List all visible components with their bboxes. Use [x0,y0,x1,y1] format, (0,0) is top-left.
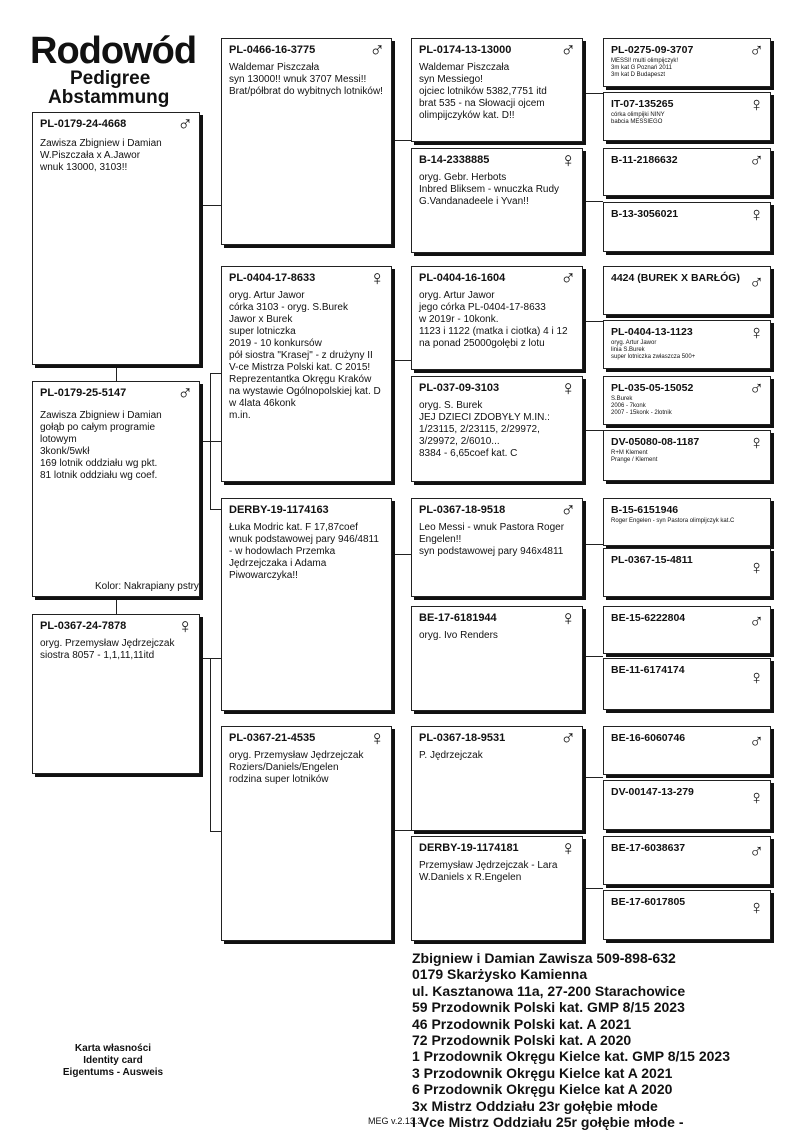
ring-number: IT-07-135265 [611,98,674,110]
connector [210,373,221,374]
identity-card-label [38,1043,188,1079]
ring-number: PL-037-09-3103 [419,382,500,394]
connector [392,140,411,141]
male-icon: ♂ [177,113,193,136]
owner-line: 3x Mistrz Oddziału 23r gołębie młode [412,1097,658,1114]
owner-line: Zbigniew i Damian Zawisza 509-898-632 [412,950,676,966]
ring-number: PL-0275-09-3707 [611,44,694,56]
connector [583,430,603,431]
female-icon: ♀ [749,787,764,809]
bird-description: Waldemar Piszczała syn Messiego! ojciec lotników 5382,7751 itd brat 535 - na Słowacji ojcem olimpijczyków kat. D!! [419,62,547,121]
bird-h7[interactable] [411,726,583,831]
female-icon: ♀ [749,557,764,579]
bird-i8[interactable] [603,430,771,481]
connector [583,321,603,322]
bird-description: Zawisza Zbigniew i Damian W.Piszczała x A.Jawor wnuk 13000, 3103!! [40,138,162,173]
bird-i5[interactable] [603,266,771,315]
bird-description: oryg. Artur Jawor córka 3103 - oryg. S.Burek Jawor x Burek super lotniczka 2019 - 10 konkursów pół siostra "Krasej" - z drużyny II V-ce Mistrza Polski kat. C 2015! Reprezentantka Okręgu Kraków na wystawie Ogólnopolskiej kat. D w 4lata 46konk m.in. [229,290,381,421]
owner-line: I Vce Mistrz Oddziału 25r gołębie młode - [412,1114,684,1131]
male-icon: ♂ [749,272,764,294]
bird-i13[interactable] [603,726,771,775]
connector [583,201,603,202]
bird-description: Leo Messi - wnuk Pastora Roger Engelen!! syn podstawowej pary 946x4811 [419,522,565,557]
ring-number: PL-0179-25-5147 [40,387,127,399]
connector [200,205,221,206]
ring-number: PL-0367-15-4811 [611,554,693,566]
owner-line: 46 Przodownik Polski kat. A 2021 [412,1015,632,1032]
male-icon: ♂ [177,382,193,405]
female-icon: ♀ [560,149,576,172]
ring-number: PL-035-05-15052 [611,382,694,394]
bird-h8[interactable] [411,836,583,941]
bird-description: córka olimpijki NINY babcia MESSIEGO [611,112,665,125]
bird-subject[interactable] [32,112,200,365]
bird-description: oryg. Artur Jawor linia S.Burek super lotniczka zwłaszcza 500+ [611,340,696,360]
identity-card-line: Karta własności [74,1043,152,1054]
male-icon: ♂ [560,39,576,62]
bird-i1[interactable] [603,38,771,87]
connector [583,93,603,94]
connector [210,509,221,510]
ring-number: BE-15-6222804 [611,612,686,624]
bird-description: oryg. Gebr. Herbots Inbred Bliksem - wnuczka Rudy G.Vandanadeele i Yvan!! [419,172,560,207]
male-icon: ♂ [749,150,764,172]
title-rodowod: Rodowód [30,30,197,72]
bird-dam[interactable] [32,614,200,774]
connector [583,544,603,545]
bird-description: P. Jędrzejczak [419,750,483,761]
bird-description: oryg. S. Burek JEJ DZIECI ZDOBYŁY M.IN.: 1/23115, 2/23115, 2/29972, 3/29972, 2/6010... 8384 - 6,65coef kat. C [419,400,550,459]
connector [583,656,603,657]
ring-number: PL-0367-24-7878 [40,620,127,632]
title-abstammung: Abstammung [48,87,170,108]
bird-h5[interactable] [411,498,583,597]
bird-h3[interactable] [411,266,583,370]
ring-number: DV-05080-08-1187 [611,436,700,448]
connector [392,360,411,361]
bird-description: S.Burek 2006 - 7konk 2007 - 15konk - 2lotnik [611,396,672,416]
bird-i9[interactable] [603,498,771,546]
ring-number: BE-17-6017805 [611,896,686,908]
male-icon: ♂ [560,267,576,290]
connector [116,597,117,614]
female-icon: ♀ [560,607,576,630]
female-icon: ♀ [560,837,576,860]
identity-card-line: Eigentums - Ausweis [62,1067,164,1078]
bird-g4[interactable] [221,726,392,941]
bird-description: Zawisza Zbigniew i Damian gołąb po całym programie lotowym 3konk/5wkł 169 lotnik oddziału wg pkt. 81 lotnik oddziału wg coef. [40,410,162,481]
owner-line: 0179 Skarżysko Kamienna [412,966,588,983]
bird-description: Roger Engelen - syn Pastora olimpijczyk kat.C [611,518,735,524]
ring-number: DERBY-19-1174181 [419,842,519,854]
ring-number: B-15-6151946 [611,504,679,516]
female-icon: ♀ [560,377,576,400]
connector [210,373,211,509]
female-icon: ♀ [749,204,764,226]
bird-i7[interactable] [603,376,771,425]
bird-i6[interactable] [603,320,771,369]
owner-line: ul. Kasztanowa 11a, 27-200 Starachowice [412,982,686,999]
female-icon: ♀ [749,432,764,454]
bird-description: oryg. Artur Jawor jego córka PL-0404-17-8633 w 2019r - 10konk. 1123 i 1122 (matka i ciotka) 4 i 12 na ponad 25000gołębi z lotu [419,290,568,349]
bird-g1[interactable] [221,38,392,245]
male-icon: ♂ [560,727,576,750]
version-label: MEG v.2.13.3 [368,1116,423,1126]
connector [116,365,117,381]
female-icon: ♀ [369,267,385,290]
ring-number: BE-17-6181944 [419,612,497,624]
bird-description: MESSI! multi olimpijczyk! 3m kat G Poznań 2011 3m kat D Budapeszt [611,58,679,78]
connector [583,888,603,889]
female-icon: ♀ [369,727,385,750]
ring-number: PL-0174-13-13000 [419,44,512,56]
ring-number: DV-00147-13-279 [611,786,694,798]
bird-i4[interactable] [603,202,771,252]
bird-description: Przemysław Jędrzejczak - Lara W.Daniels x R.Engelen [419,860,558,883]
bird-description: oryg. Przemysław Jędrzejczak siostra 8057 - 1,1,11,11itd [40,638,175,661]
connector [210,831,221,832]
female-icon: ♀ [749,322,764,344]
bird-i2[interactable] [603,92,771,141]
bird-i12[interactable] [603,658,771,710]
owner-line: 59 Przodownik Polski kat. GMP 8/15 2023 [412,999,685,1016]
bird-h4[interactable] [411,376,583,482]
bird-h1[interactable] [411,38,583,142]
ring-number: B-14-2338885 [419,154,490,166]
male-icon: ♂ [749,378,764,400]
owner-line: 1 Przodownik Okręgu Kielce kat. GMP 8/15 2023 [412,1048,730,1065]
bird-i16[interactable] [603,890,771,940]
female-icon: ♀ [749,667,764,689]
connector [210,658,211,831]
bird-h2[interactable] [411,148,583,253]
connector [583,777,603,778]
connector [392,830,411,831]
female-icon: ♀ [749,94,764,116]
bird-g2[interactable] [221,266,392,482]
ring-number: BE-17-6038637 [611,842,686,854]
bird-i11[interactable] [603,606,771,654]
ring-number: PL-0367-21-4535 [229,732,316,744]
bird-i10[interactable] [603,548,771,597]
ring-number: PL-0404-13-1123 [611,326,693,338]
ring-number: PL-0179-24-4668 [40,118,127,130]
ring-number: PL-0367-18-9531 [419,732,506,744]
male-icon: ♂ [749,731,764,753]
bird-description: Waldemar Piszczała syn 13000!! wnuk 3707 Messi!! Brat/półbrat do wybitnych lotników! [229,62,383,97]
male-icon: ♂ [369,39,385,62]
bird-i3[interactable] [603,148,771,196]
title-pedigree: Pedigree [70,68,151,89]
ring-number: PL-0404-16-1604 [419,272,506,284]
bird-description: oryg. Przemysław Jędrzejczak Roziers/Daniels/Engelen rodzina super lotników [229,750,364,785]
ring-number: BE-11-6174174 [611,664,685,676]
bird-sire[interactable] [32,381,200,597]
ring-number: BE-16-6060746 [611,732,686,744]
ring-number: DERBY-19-1174163 [229,504,329,516]
ring-number: PL-0367-18-9518 [419,504,506,516]
ring-number: PL-0466-16-3775 [229,44,316,56]
connector [392,554,411,555]
ring-number: B-13-3056021 [611,208,679,220]
bird-g3[interactable] [221,498,392,711]
male-icon: ♂ [749,40,764,62]
female-icon: ♀ [177,615,193,638]
identity-card-line: Identity card [83,1055,143,1066]
bird-i14[interactable] [603,780,771,830]
bird-description: oryg. Ivo Renders [419,630,498,641]
owner-line: 6 Przodownik Okręgu Kielce kat A 2020 [412,1081,673,1098]
female-icon: ♀ [749,897,764,919]
color-note: Kolor: Nakrapiany pstry [95,581,199,592]
bird-description: Łuka Modric kat. F 17,87coef wnuk podstawowej pary 946/4811 - w hodowlach Przemka Jędrzejczaka i Adama Piwowarczyka!! [229,522,379,581]
owner-info [412,950,797,1130]
ring-number: PL-0404-17-8633 [229,272,316,284]
owner-line: 3 Przodownik Okręgu Kielce kat A 2021 [412,1064,673,1081]
male-icon: ♂ [749,841,764,863]
ring-number: B-11-2186632 [611,154,678,166]
owner-line: 72 Przodownik Polski kat. A 2020 [412,1032,632,1049]
bird-h6[interactable] [411,606,583,711]
male-icon: ♂ [560,499,576,522]
male-icon: ♂ [749,611,764,633]
ring-number: 4424 (BUREK X BARŁÓG) [611,272,740,284]
bird-i15[interactable] [603,836,771,885]
bird-description: R+M Klement Prange / Klement [611,450,658,463]
